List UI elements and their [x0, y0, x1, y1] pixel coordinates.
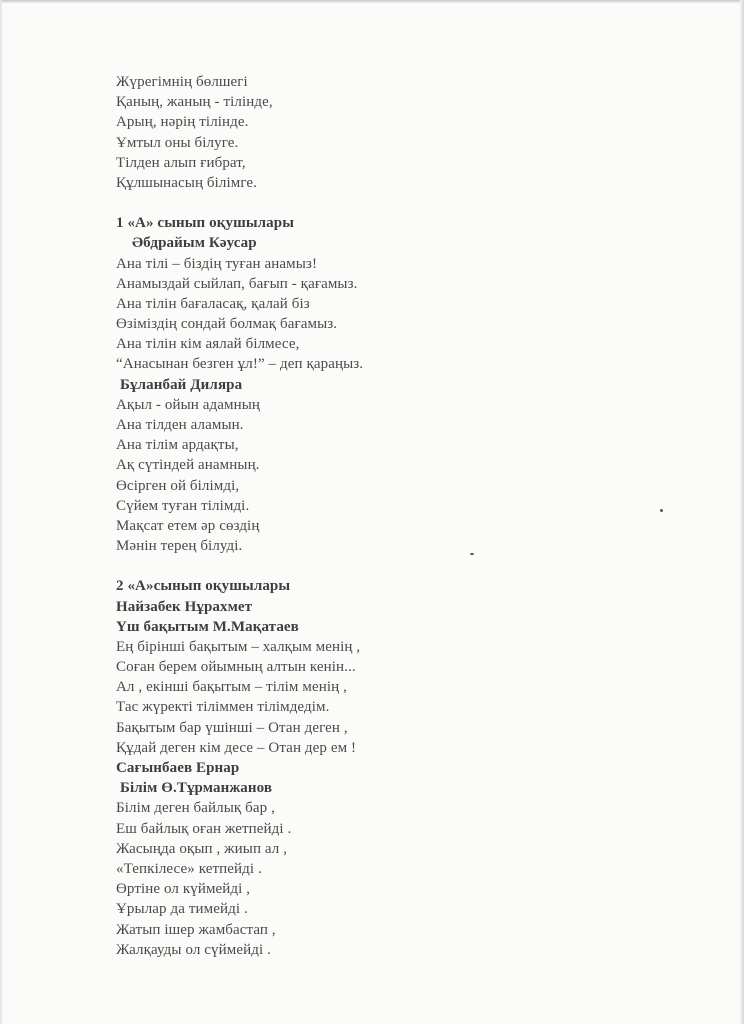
poem-line: Ұрылар да тимейді .	[116, 901, 248, 918]
poem-line: Соған берем ойымның алтын кенін...	[116, 659, 356, 676]
poem-line: Мақсат етем әр сөздің	[116, 517, 260, 534]
poem-line: Жатып ішер жамбастап ,	[116, 921, 276, 938]
section-1	[116, 213, 676, 556]
poem-line: Өртіне ол күймейді ,	[116, 881, 251, 898]
poem-line: Жасыңда оқып , жиып ал ,	[116, 840, 288, 857]
poem-line: “Анасынан безген ұл!” – деп қараңыз.	[116, 356, 364, 373]
student-name: Бұланбай Диляра	[120, 376, 243, 393]
poem-line: Қаның, жаның - тілінде,	[116, 94, 273, 111]
poem-line: Сүйем туған тілімді.	[116, 497, 250, 514]
poem-line: Тілден алып ғибрат,	[116, 154, 246, 171]
poem-line: Ана тілін кім аялай білмесе,	[116, 336, 300, 353]
poem-line: Құдай деген кім десе – Отан дер ем !	[116, 739, 357, 756]
poem-line: Ақ сүтіндей анамның.	[116, 457, 260, 474]
scan-left-edge	[0, 0, 2, 1024]
poem-line: Өзіміздің сондай болмақ бағамыз.	[116, 316, 338, 333]
paragraph-gap	[116, 556, 676, 576]
poem-line: Ана тілім ардақты,	[116, 437, 239, 454]
poem-line: Өсірген ой білімді,	[116, 477, 240, 494]
poem-line: Ақыл - ойын адамның	[116, 396, 261, 413]
poem-line: «Тепкілесе» кетпейді .	[116, 860, 262, 877]
student-name: Найзабек Нұрахмет	[116, 598, 253, 615]
student-name: Әбдрайым Кәусар	[132, 235, 257, 252]
section-2	[116, 576, 676, 960]
poem-line: Жалқауды ол сүймейді .	[116, 941, 271, 958]
poem-title: Үш бақытым М.Мақатаев	[116, 618, 299, 635]
poem-line: Ал , екінші бақытым – тілім менің ,	[116, 679, 347, 696]
poem-line: Бақытым бар үшінші – Отан деген ,	[116, 719, 348, 736]
poem-line: Білім деген байлық бар ,	[116, 800, 275, 817]
section-heading: 2 «А»сынып оқушылары	[116, 578, 291, 595]
poem-line: Жүрегімнің бөлшегі	[116, 74, 248, 90]
poem-line: Ең бірінші бақытым – халқым менің ,	[116, 638, 361, 655]
document-body	[116, 72, 676, 960]
poem-line: Ана тілін бағаласақ, қалай біз	[116, 295, 310, 312]
poem-line: Арың, нәрің тілінде.	[116, 114, 249, 131]
section-heading: 1 «А» сынып оқушылары	[116, 215, 295, 232]
intro-poem	[116, 72, 676, 193]
scan-top-edge	[0, 0, 744, 3]
poem-line: Ұмтыл оны білуге.	[116, 134, 239, 151]
poem-line: Еш байлық оған жетпейді .	[116, 820, 292, 837]
poem-line: Мәнін терең білуді.	[116, 538, 243, 555]
poem-line: Тас жүректі тіліммен тілімдедім.	[116, 699, 330, 716]
poem-title: Білім Ө.Тұрманжанов	[120, 780, 273, 797]
scan-right-edge	[740, 0, 744, 1024]
poem-line: Анамыздай сыйлап, бағып - қағамыз.	[116, 275, 358, 292]
poem-line: Ана тілі – біздің туған анамыз!	[116, 255, 318, 272]
poem-line: Ана тілден аламын.	[116, 417, 244, 433]
paragraph-gap	[116, 193, 676, 213]
poem-line: Құлшынасың білімге.	[116, 174, 258, 191]
student-name: Сағынбаев Ернар	[116, 760, 240, 776]
